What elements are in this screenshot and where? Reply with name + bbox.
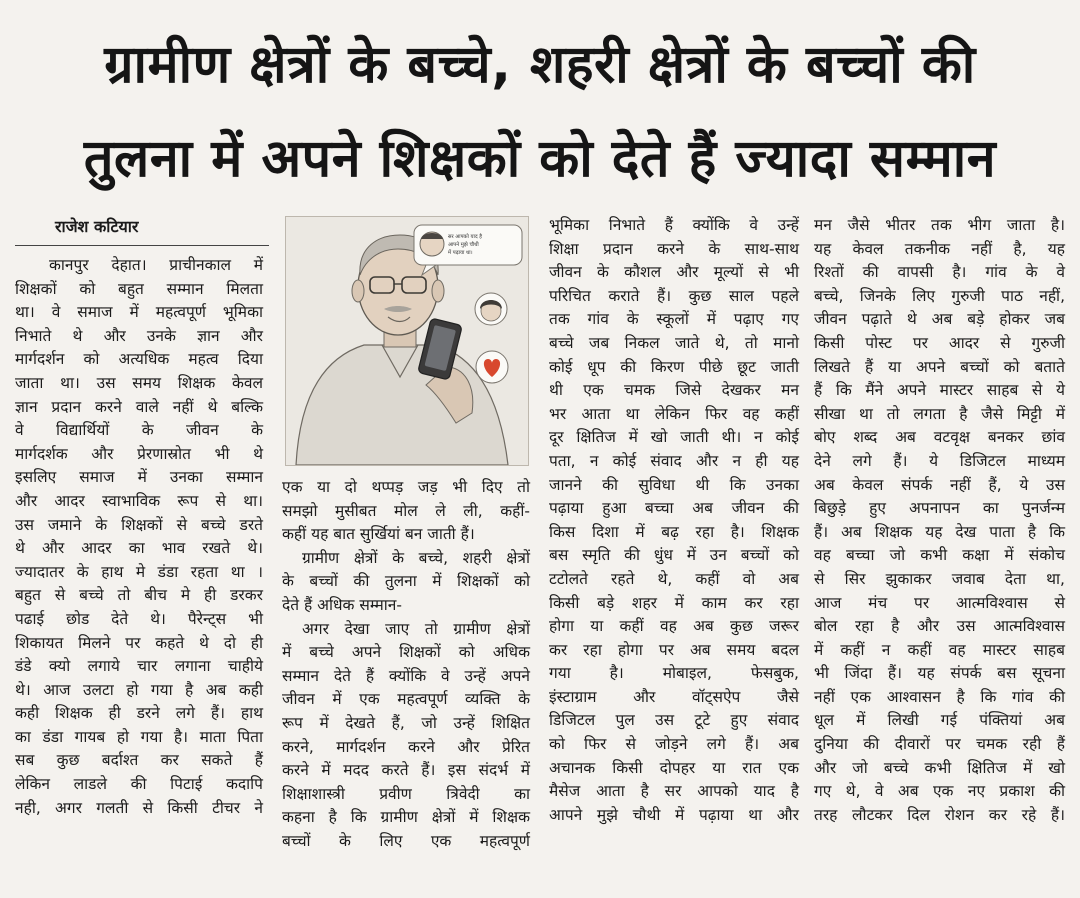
- col3-line: जीवन के कौशल और मूल्यों से भी: [549, 263, 799, 282]
- col1-line: जाता था। उस समय शिक्षक केवल: [15, 373, 263, 392]
- col4-line: अब केवल संपर्क नहीं हैं, ये उस: [814, 475, 1065, 494]
- column-3-text: [549, 214, 799, 827]
- col3-line: कोई धूप की किरण पीछे छूट जाती: [549, 357, 799, 376]
- col3-line: परिचित कराते हैं। कुछ साल पहले: [549, 286, 799, 305]
- col1-line: थे। आज उलटा हो गया है अब कही: [15, 680, 263, 699]
- col3-line: पता, न कोई संवाद और न ही यह: [549, 451, 799, 470]
- col4-line: बोल रहा है और उस आत्मविश्वास: [814, 617, 1065, 636]
- col4-line: रिश्तों की वापसी है। गांव के वे: [814, 263, 1065, 282]
- col3-line: बच्चे जब निकल जाते थे, तो मानो: [549, 333, 799, 352]
- col2-line: कहना है कि ग्रामीण क्षेत्रों में शिक्षक: [282, 808, 530, 827]
- col4-line: नहीं एक आश्वासन है कि गांव की: [814, 687, 1065, 706]
- col4-line: किसी पोस्ट पर आदर से गुरुजी: [814, 333, 1065, 352]
- col1-line: कानपुर देहात। प्राचीनकाल में: [49, 256, 263, 274]
- col1-line: ज्ञान प्रदान करने वाले नहीं थे बल्कि: [15, 397, 263, 416]
- col2-line: कहीं यह बात सुर्खियां बन जाती हैं।: [282, 525, 475, 544]
- col4-line: जीवन पढ़ाते थे अब बड़े होकर जब: [814, 310, 1065, 329]
- col3-line: किसी बड़े शहर में काम कर रहा: [549, 593, 799, 612]
- col2-line: देते हैं अधिक सम्मान-: [282, 595, 402, 614]
- col4-line: गए थे, वे अब एक नए प्रकाश की: [814, 782, 1065, 801]
- col1-line: मार्गदर्शन को अत्यधिक महत्व दिया: [15, 350, 263, 369]
- col1-line: कही शिक्षक ही डरने लगे हैं। हाथ: [15, 704, 263, 723]
- column-1-text: [15, 254, 263, 820]
- col4-line: बच्चे, जिनके लिए गुरुजी पाठ नहीं,: [814, 286, 1065, 305]
- col2-line: अगर देखा जाए तो ग्रामीण क्षेत्रों: [302, 619, 530, 638]
- col1-line: था। वे समाज में महत्वपूर्ण भूमिका: [15, 303, 263, 322]
- article-column-3: [549, 214, 799, 827]
- col4-line: दुनिया की दीवारों पर चमक रही हैं: [814, 735, 1065, 754]
- col3-line: टटोलते रहते थे, कहीं वो अब: [549, 569, 799, 588]
- col3-line: जानने की सुविधा थी कि उनका: [549, 475, 799, 494]
- col3-line: तक गांव के स्कूलों में पढ़ाए गए: [549, 310, 799, 329]
- col2-line: शिक्षाशास्त्री प्रवीण त्रिवेदी का: [282, 784, 530, 803]
- col4-line: भी जिंदा हैं। यह संपर्क बस सूचना: [814, 664, 1065, 683]
- column-4-text: [814, 214, 1065, 827]
- col1-line: शिकायत मिलने पर कहते थे दो ही: [15, 633, 263, 652]
- col4-line: देने लगे हैं। ये डिजिटल माध्यम: [814, 451, 1065, 470]
- col4-line: और जो बच्चे कभी क्षितिज में खो: [814, 758, 1065, 777]
- col2-line: सम्मान देते हैं क्योंकि वे उन्हें अपने: [282, 666, 530, 685]
- article-column-2: [282, 476, 530, 854]
- col2-line: के बच्चों की तुलना में शिक्षकों को: [282, 572, 530, 591]
- col4-line: आज मंच पर आत्मविश्वास से: [814, 593, 1065, 612]
- col4-line: सीखा था तो लगता है जैसे मिट्टी में: [814, 404, 1065, 423]
- col4-line: हैं। अब शिक्षक यह देख पाता है कि: [814, 522, 1065, 541]
- speech-bubble-line-1: सर आपको याद है: [448, 234, 483, 240]
- col2-line: बच्चों के लिए एक महत्वपूर्ण: [282, 831, 530, 850]
- col2-line: में बच्चे अपने शिक्षकों को अधिक: [282, 643, 530, 662]
- col1-line: पढाई छोड देते थे। पैरेन्ट्स भी: [15, 609, 263, 628]
- col4-line: से सिर झुकाकर जवाब देता था,: [814, 569, 1065, 588]
- col3-line: मैसेज आता है सर आपको याद है: [549, 782, 799, 801]
- col4-line: धूल में लिखी गई पंक्तियां अब: [814, 711, 1065, 730]
- col3-line: को फिर से जोड़ने लगे हैं। अब: [549, 735, 799, 754]
- col3-line: थी एक चमक जिसे देखकर मन: [549, 381, 799, 400]
- column-2-text: [282, 476, 530, 854]
- col3-line: कर रहा होगा पर अब समय बदल: [549, 640, 799, 659]
- col3-line: पढ़ाया हुआ बच्चा अब जीवन की: [549, 499, 799, 518]
- col2-line: करने, मार्गदर्शन करने और प्रेरित: [282, 737, 530, 756]
- headline-line-2: तुलना में अपने शिक्षकों को देते हैं ज्यादा सम्मान: [83, 129, 997, 189]
- col1-line: लेकिन लाडले की पिटाई कदापि: [15, 775, 263, 794]
- col3-line: आपने मुझे चौथी में पढ़ाया था और: [549, 805, 799, 824]
- elderly-teacher-with-phone-icon: [286, 217, 528, 465]
- col4-line: तरह लौटकर दिल रोशन कर रहे हैं।: [814, 805, 1065, 824]
- col3-line: अचानक किसी दोपहर या रात एक: [549, 758, 799, 777]
- col3-line: दूर क्षितिज में खो जाती थी। न कोई: [549, 428, 799, 447]
- article-column-1: [15, 214, 263, 820]
- headline-line-1: ग्रामीण क्षेत्रों के बच्चे, शहरी क्षेत्रों के बच्चों की: [104, 35, 976, 95]
- col2-line: रूप में देखते हैं, जो उन्हें शिक्षित: [282, 713, 530, 732]
- col3-line: होगा या कहीं वह अब कुछ जरूर: [549, 617, 799, 636]
- col1-line: शिक्षकों को बहुत सम्मान मिलता: [15, 279, 263, 298]
- col1-line: इसलिए समाज में उनका सम्मान: [15, 468, 263, 487]
- byline: राजेश कटियार: [55, 214, 263, 240]
- col1-line: उस जमाने के शिक्षकों से बच्चे डरते: [15, 515, 263, 534]
- col4-line: हैं कि मैंने अपने मास्टर साहब से ये: [814, 381, 1065, 400]
- col1-line: सब कुछ बर्दाश्त कर सकते हैं: [15, 751, 263, 770]
- headline: [10, 18, 1070, 206]
- col2-line: एक या दो थप्पड़ जड़ भी दिए तो: [282, 478, 530, 496]
- col4-line: बिछुड़े हुए अपनापन का पुनर्जन्म: [814, 499, 1065, 518]
- col1-line: ज्यादातर के हाथ मे डंडा रहता था ।: [15, 562, 263, 581]
- col3-line: किस दिशा में बढ़ रहा है। शिक्षक: [549, 522, 799, 541]
- col3-line: भर आता था लेकिन फिर वह कहीं: [549, 404, 799, 423]
- col1-line: वे विद्यार्थियों के जीवन के: [15, 421, 263, 440]
- col1-line: और आदर स्वाभाविक रूप से था।: [15, 491, 263, 510]
- col4-line: मन जैसे भीतर तक भीग जाता है।: [814, 216, 1065, 234]
- col3-line: इंस्टाग्राम और वॉट्सऐप जैसे: [549, 687, 799, 706]
- speech-bubble-line-2: आपने मुझे चौथी: [448, 242, 479, 248]
- article-illustration: [285, 216, 529, 466]
- col2-line: समझो मुसीबत मोल ले ली, कहीं-: [282, 501, 530, 520]
- col3-line: शिक्षा प्रदान करने के साथ-साथ: [549, 239, 799, 258]
- col3-line: भूमिका निभाते हैं क्योंकि वे उन्हें: [549, 216, 799, 234]
- col1-line: थे और आदर का भाव रखते थे।: [15, 539, 263, 558]
- article-column-4: [814, 214, 1065, 827]
- col4-line: बोए शब्द अब वटवृक्ष बनकर छांव: [814, 428, 1065, 447]
- col4-line: लिखते हैं या अपने बच्चों को बताते: [814, 357, 1065, 376]
- col1-line: बहुत से बच्चे तो बीच मे ही डरकर: [15, 586, 263, 605]
- col2-line: करने में मदद करते हैं। इस संदर्भ में: [282, 761, 530, 780]
- col3-line: बस स्मृति की धुंध में उन बच्चों को: [549, 546, 799, 565]
- col1-line: नही, अगर गलती से किसी टीचर ने: [15, 798, 263, 817]
- col1-line: का डंडा गायब हो गया है। माता पिता: [15, 727, 263, 746]
- col3-line: डिजिटल पुल उस टूटे हुए संवाद: [549, 711, 799, 730]
- col4-line: में कहीं न कहीं वह मास्टर साहब: [814, 640, 1065, 659]
- col2-line: ग्रामीण क्षेत्रों के बच्चे, शहरी क्षेत्रों: [302, 548, 530, 567]
- col1-line: निभाते थे और उनके ज्ञान और: [15, 326, 263, 345]
- col4-line: वह बच्चा जो कभी कक्षा में संकोच: [814, 546, 1065, 565]
- speech-bubble-line-3: में पढ़ाया था।: [448, 250, 473, 256]
- col2-line: जीवन में एक महत्वपूर्ण व्यक्ति के: [282, 690, 530, 709]
- col1-line: मार्गदर्शक और प्रेरणास्रोत भी थे: [15, 444, 263, 463]
- col4-line: यह केवल तकनीक नहीं है, यह: [814, 239, 1065, 258]
- col1-line: डंडे क्यो लगाये चार लगाना चाहीये: [15, 657, 263, 676]
- col3-line: गया है। मोबाइल, फेसबुक,: [549, 664, 799, 683]
